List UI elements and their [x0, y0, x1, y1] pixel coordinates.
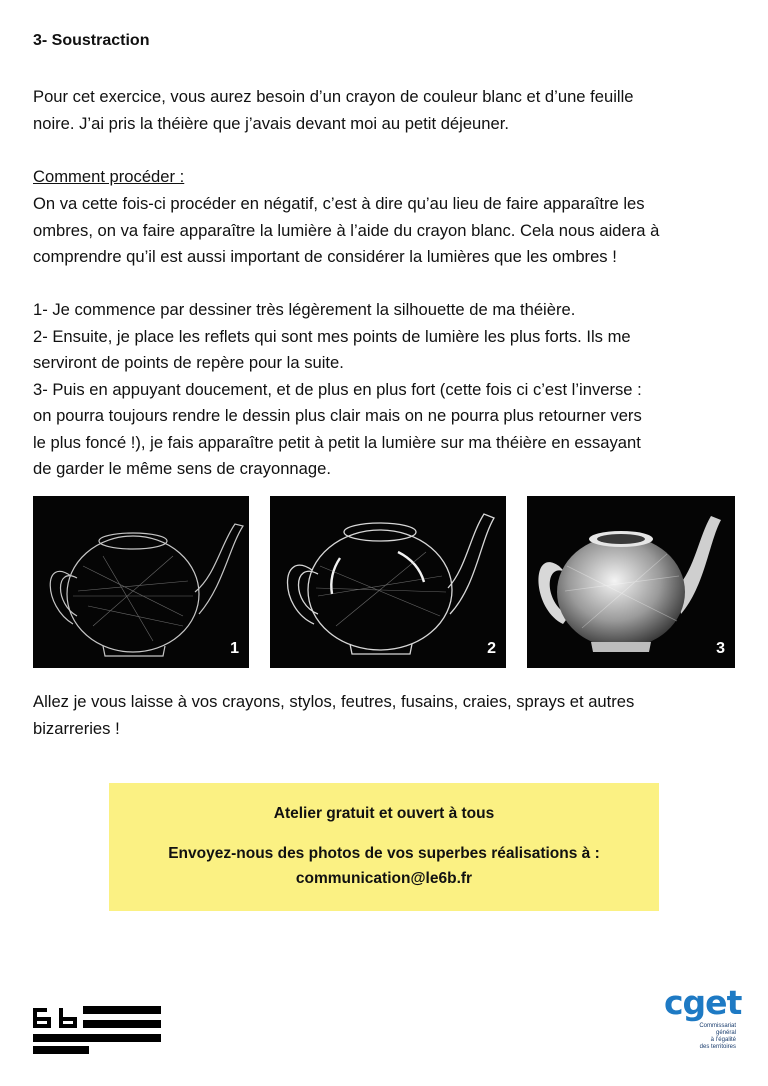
step-line: de garder le même sens de crayonnage.: [33, 459, 331, 478]
image-number: 2: [487, 640, 496, 657]
closing-paragraph: [33, 689, 735, 742]
cget-subtitle: [699, 1023, 736, 1051]
intro-line: Pour cet exercice, vous aurez besoin d’un crayon de couleur blanc et d’une feuille: [33, 87, 634, 106]
teapot-sketch-shaded-icon: [527, 496, 735, 668]
intro-paragraph: [33, 84, 735, 137]
logo-cget: [662, 983, 742, 1059]
closing-line: Allez je vous laisse à vos crayons, stylos, feutres, fusains, craies, sprays et autres: [33, 692, 635, 711]
intro-line: noire. J’ai pris la théière que j’avais devant moi au petit déjeuner.: [33, 113, 509, 133]
step-line: 2- Ensuite, je place les reflets qui sont mes points de lumière les plus forts. Ils me: [33, 326, 631, 346]
teapot-sketch-outline-icon: [33, 496, 249, 668]
how-line: comprendre qu’il est aussi important de considérer la lumières que les ombres !: [33, 247, 617, 266]
info-free-workshop: Atelier gratuit et ouvert à tous: [273, 805, 495, 822]
logo-6b: [33, 1006, 161, 1054]
info-send-photos: Envoyez-nous des photos de vos superbes réalisations à :: [168, 845, 600, 862]
6b-logo-icon: [33, 1006, 161, 1054]
closing-line: bizarreries !: [33, 718, 120, 738]
steps-list: [33, 297, 735, 483]
teapot-image-1: [33, 496, 249, 668]
step-line: serviront de points de repère pour la suite.: [33, 353, 344, 372]
teapot-image-row: [33, 496, 735, 668]
teapot-sketch-highlights-icon: [270, 496, 506, 668]
section-heading: 3- Soustraction: [33, 32, 150, 49]
how-line: ombres, on va faire apparaître la lumière à l’aide du crayon blanc. Cela nous aidera à: [33, 220, 660, 240]
cget-sub-line: à l’égalité: [710, 1037, 736, 1043]
how-to-title: Comment procéder :: [33, 167, 185, 186]
teapot-image-2: [270, 496, 506, 668]
info-email-link[interactable]: communication@le6b.fr: [295, 870, 473, 887]
info-box: [109, 783, 659, 911]
cget-sub-line: Commissariat: [699, 1023, 736, 1029]
image-number: 1: [230, 640, 239, 657]
step-line: le plus foncé !), je fais apparaître petit à petit la lumière sur ma théière en essayant: [33, 432, 641, 452]
teapot-image-3: [527, 496, 735, 668]
how-line: On va cette fois-ci procéder en négatif, c’est à dire qu’au lieu de faire apparaître les: [33, 194, 645, 213]
step-line: 1- Je commence par dessiner très légèrement la silhouette de ma théière.: [33, 300, 576, 319]
cget-sub-line: général: [715, 1030, 736, 1036]
step-line: on pourra toujours rendre le dessin plus clair mais on ne pourra plus retourner vers: [33, 406, 642, 425]
image-number: 3: [716, 640, 725, 657]
cget-sub-line: des territoires: [699, 1044, 736, 1050]
step-line: 3- Puis en appuyant doucement, et de plus en plus fort (cette fois ci c’est l’inverse :: [33, 379, 642, 399]
how-to-paragraph: [33, 191, 735, 271]
cget-wordmark: cget: [664, 983, 742, 1022]
